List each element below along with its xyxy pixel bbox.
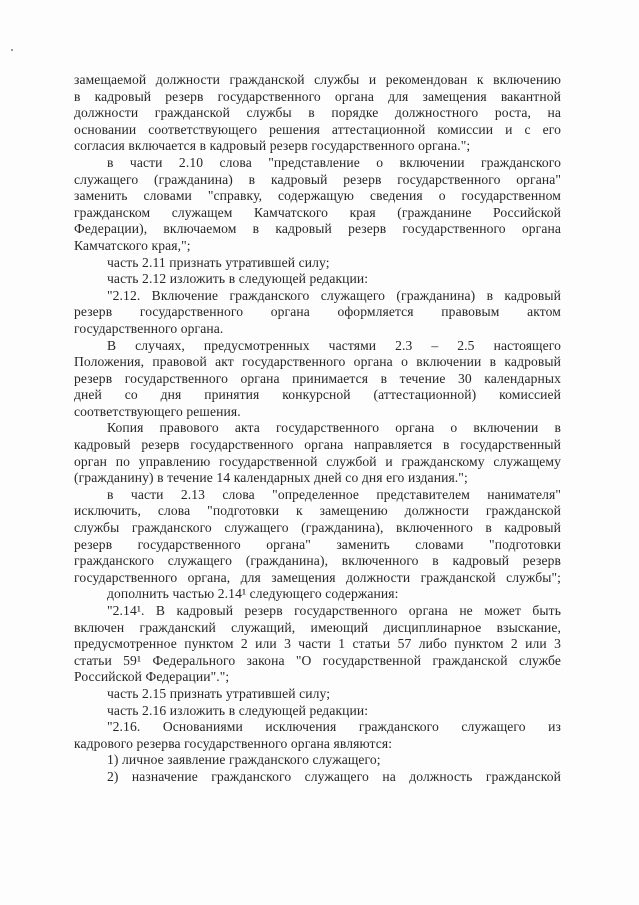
text-line: "2.12. Включение гражданского служащего (гражданина) в кадровый xyxy=(107,287,561,303)
text-line: кадрового резерва государственного органа являются: xyxy=(74,735,393,751)
text-line: государственного органа, для замещения должности гражданской службы"; xyxy=(74,569,561,585)
text-line: "2.16. Основаниями исключения гражданского служащего из xyxy=(107,719,561,735)
text-line: Российской Федерации"."; xyxy=(74,669,230,685)
text-line: включен гражданский служащий, имеющий дисциплинарное взыскание, xyxy=(74,619,561,635)
text-line: службы гражданского служащего (гражданина), включенного в кадровый xyxy=(74,520,561,536)
text-line: в части 2.13 слова "определенное представителем нанимателя" xyxy=(107,486,561,502)
text-line: Положения, правовой акт государственного органа о включении в кадровый xyxy=(74,354,561,370)
text-line: согласия включается в кадровый резерв государственного органа."; xyxy=(74,138,471,154)
text-line: соответствующего решения. xyxy=(74,403,241,419)
text-line: служащего (гражданина) в кадровый резерв государственного органа" xyxy=(74,171,561,187)
text-line: статьи 59¹ Федерального закона "О государственной гражданской службе xyxy=(74,652,561,668)
scan-mark xyxy=(11,49,13,51)
text-line: 2) назначение гражданского служащего на должность гражданской xyxy=(107,768,561,784)
text-line: часть 2.16 изложить в следующей редакции: xyxy=(107,702,369,718)
text-line: Копия правового акта государственного органа о включении в xyxy=(107,420,561,436)
text-line: гражданского служащего (гражданина), включенного в кадровый резерв xyxy=(74,553,561,569)
text-line: государственного органа. xyxy=(74,320,224,336)
text-line: гражданском служащем Камчатского края (гражданине Российской xyxy=(74,204,561,220)
text-line: часть 2.11 признать утратившей силу; xyxy=(107,254,330,270)
text-line: должности гражданской службы в порядке должностного роста, на xyxy=(74,105,561,121)
text-line: резерв государственного органа принимается в течение 30 календарных xyxy=(74,370,561,386)
text-line: дней со дня принятия конкурсной (аттестационной) комиссией xyxy=(74,387,561,403)
text-line: основании соответствующего решения аттестационной комиссии и с его xyxy=(74,121,561,137)
text-line: в кадровый резерв государственного органа для замещения вакантной xyxy=(74,88,561,104)
text-line: заменить словами "справку, содержащую сведения о государственном xyxy=(74,188,561,204)
text-line: часть 2.12 изложить в следующей редакции: xyxy=(107,271,369,287)
text-line: резерв государственного органа" заменить словами "подготовки xyxy=(74,536,561,552)
text-line: кадровый резерв государственного органа направляется в государственный xyxy=(74,437,561,453)
text-line: Федерации), включаемом в кадровый резерв государственного органа xyxy=(74,221,561,237)
text-line: резерв государственного органа оформляется правовым актом xyxy=(74,304,561,320)
text-line: часть 2.15 признать утратившей силу; xyxy=(107,685,331,701)
text-line: В случаях, предусмотренных частями 2.3 – 2.5 настоящего xyxy=(107,337,561,353)
text-line: "2.14¹. В кадровый резерв государственного органа не может быть xyxy=(107,603,561,618)
text-line: замещаемой должности гражданской службы и рекомендован к включению xyxy=(74,72,561,87)
text-line: в части 2.10 слова "представление о включении гражданского xyxy=(107,154,561,170)
document-body xyxy=(74,72,561,786)
text-line: (гражданину) в течение 14 календарных дней со дня его издания."; xyxy=(74,470,468,486)
text-line: 1) личное заявление гражданского служащего; xyxy=(107,752,381,768)
text-line: орган по управлению государственной службой и гражданскому служащему xyxy=(74,453,561,469)
text-line: дополнить частью 2.14¹ следующего содержания: xyxy=(107,586,399,602)
text-line: предусмотренное пунктом 2 или 3 части 1 статьи 57 либо пунктом 2 или 3 xyxy=(74,636,561,652)
text-line: исключить, слова "подготовки к замещению должности гражданской xyxy=(74,503,561,519)
text-line: Камчатского края,"; xyxy=(74,237,191,253)
